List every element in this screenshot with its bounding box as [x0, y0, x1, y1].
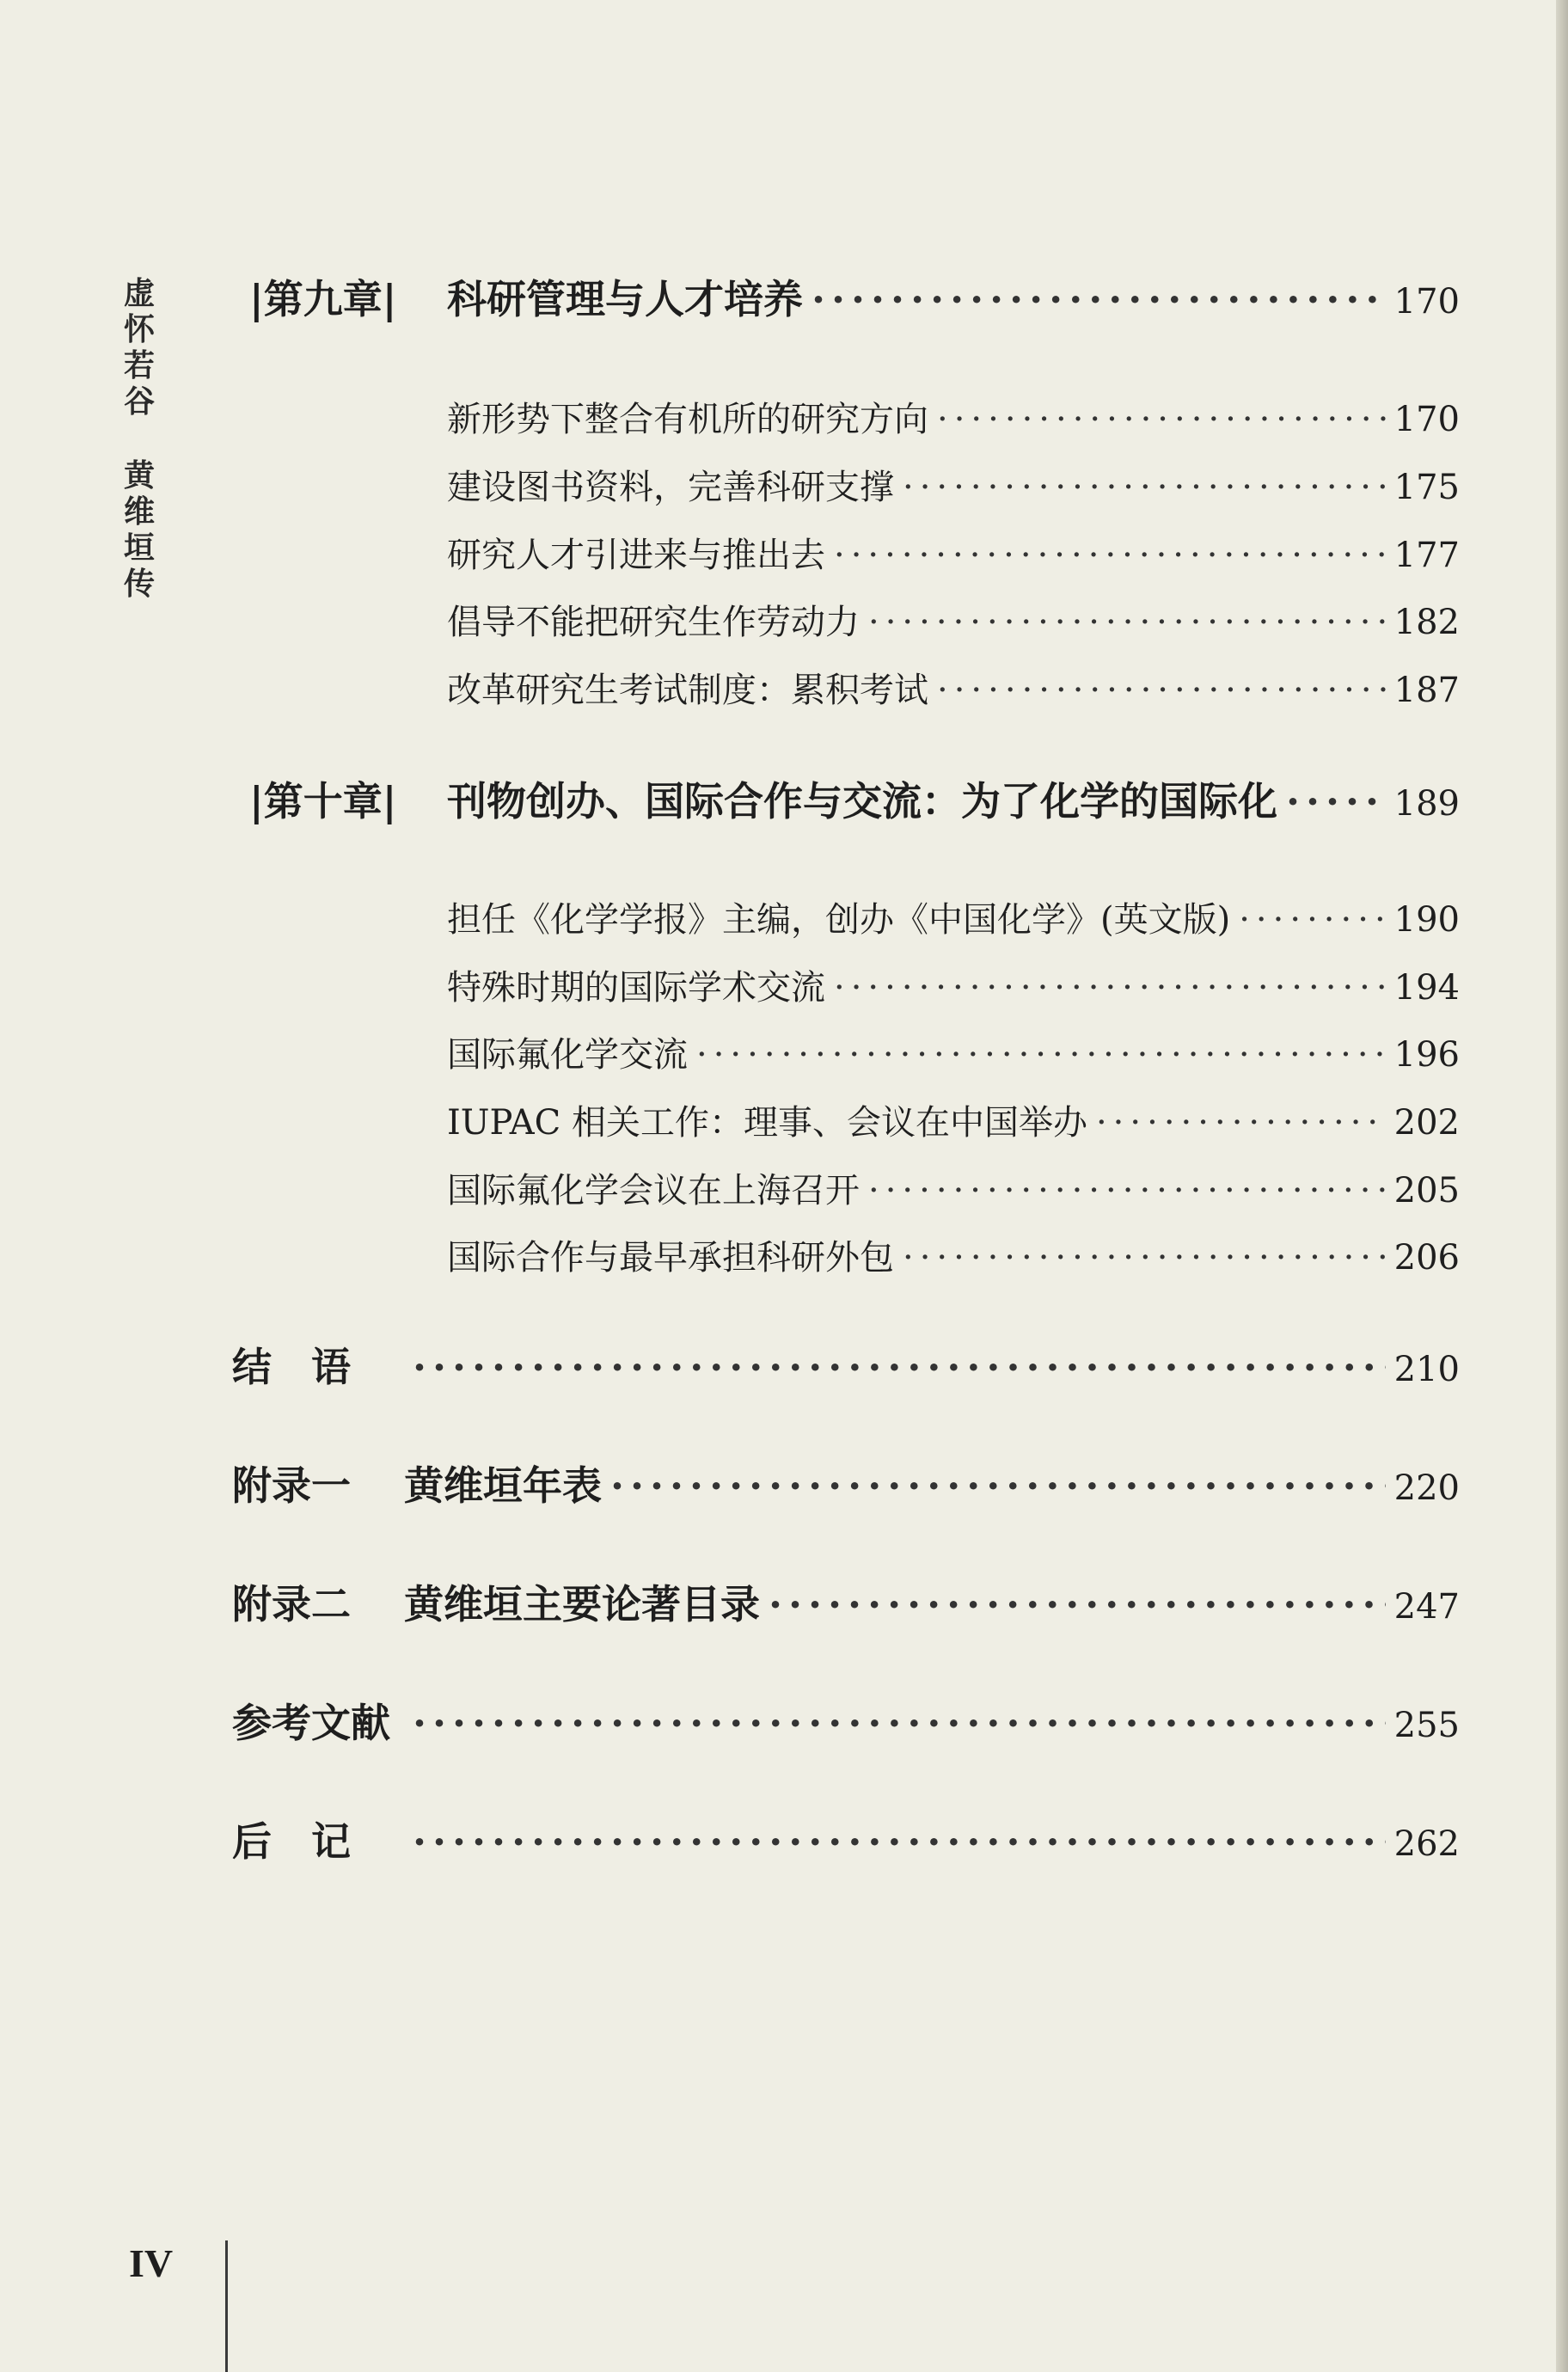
toc-section	[447, 1163, 1460, 1212]
leader-dots	[834, 536, 1386, 575]
leader-dots	[1286, 778, 1386, 824]
leader-dots	[903, 468, 1386, 507]
page-ref: 194	[1393, 968, 1460, 1008]
page-ref: 182	[1393, 603, 1460, 642]
leader-dots	[903, 1238, 1386, 1278]
leader-dots	[937, 671, 1386, 710]
side-title-char: 黄	[123, 457, 155, 493]
leader-dots	[413, 1344, 1386, 1390]
toc-section	[447, 663, 1460, 712]
page-ref: 262	[1393, 1824, 1460, 1864]
page-ref: 187	[1393, 671, 1460, 710]
backmatter-label: 附录一	[232, 1462, 351, 1509]
side-title-char: 若	[123, 347, 155, 383]
leader-dots	[1096, 1103, 1386, 1143]
toc-section	[447, 460, 1460, 509]
toc-appendix-1	[232, 1455, 1460, 1511]
backmatter-label: 附录二	[232, 1581, 351, 1627]
leader-dots	[812, 276, 1386, 322]
page-ref: 206	[1393, 1238, 1460, 1278]
toc-section	[447, 892, 1460, 941]
page-ref: 175	[1393, 468, 1460, 507]
leader-dots	[937, 400, 1386, 439]
backmatter-label: 参考文献	[232, 1700, 390, 1746]
toc-chapter-9	[249, 268, 1460, 325]
page-ref: 247	[1393, 1587, 1460, 1627]
side-title-char: 虚	[123, 275, 155, 311]
page-number: IV	[129, 2241, 174, 2285]
side-title-char: 谷	[123, 383, 155, 420]
side-title-char: 维	[123, 493, 155, 530]
side-title-char: 传	[123, 566, 155, 602]
leader-dots	[696, 1035, 1386, 1075]
section-title: 改革研究生考试制度：累积考试	[447, 671, 928, 710]
toc-afterword	[232, 1811, 1460, 1867]
chapter-title: 科研管理与人才培养	[447, 276, 803, 322]
toc-appendix-2	[232, 1573, 1460, 1630]
page-ref: 190	[1393, 900, 1460, 940]
toc-section	[447, 392, 1460, 441]
page-ref: 202	[1393, 1103, 1460, 1143]
page-ref: 177	[1393, 536, 1460, 575]
backmatter-label: 结 语	[232, 1344, 351, 1390]
leader-dots	[413, 1700, 1386, 1746]
page-ref: 170	[1393, 400, 1460, 439]
toc-section	[447, 1095, 1460, 1144]
toc-section	[447, 1027, 1460, 1076]
section-title: 研究人才引进来与推出去	[447, 536, 825, 575]
leader-dots	[610, 1462, 1386, 1509]
toc-section	[447, 960, 1460, 1009]
page-edge-shadow	[1556, 0, 1568, 2372]
leader-dots	[868, 1171, 1386, 1211]
toc-section	[447, 1230, 1460, 1279]
margin-rule	[225, 2240, 228, 2372]
side-title-char: 怀	[123, 311, 155, 347]
leader-dots	[413, 1818, 1386, 1865]
section-title: 国际合作与最早承担科研外包	[447, 1238, 894, 1278]
backmatter-label: 后 记	[232, 1818, 351, 1865]
chapter-label: |第十章|	[249, 778, 397, 824]
page-ref: 189	[1393, 784, 1460, 824]
page-ref: 210	[1393, 1350, 1460, 1389]
section-title: 特殊时期的国际学术交流	[447, 968, 825, 1008]
section-title: 建设图书资料，完善科研支撑	[447, 468, 894, 507]
toc-chapter-10	[249, 770, 1460, 827]
side-title-char: 垣	[123, 530, 155, 566]
backmatter-title: 黄维垣年表	[404, 1462, 602, 1509]
section-title: 担任《化学学报》主编，创办《中国化学》(英文版)	[447, 900, 1231, 940]
section-title: 国际氟化学会议在上海召开	[447, 1171, 860, 1211]
toc-references	[232, 1692, 1460, 1749]
toc-section	[447, 528, 1460, 577]
section-title: 国际氟化学交流	[447, 1035, 688, 1075]
page-ref: 255	[1393, 1706, 1460, 1745]
section-title: 新形势下整合有机所的研究方向	[447, 400, 928, 439]
section-title: 倡导不能把研究生作劳动力	[447, 603, 860, 642]
section-title: IUPAC 相关工作：理事、会议在中国举办	[447, 1103, 1087, 1143]
page-ref: 170	[1393, 282, 1460, 322]
chapter-label: |第九章|	[249, 276, 397, 322]
page-ref: 196	[1393, 1035, 1460, 1075]
toc-section	[447, 595, 1460, 644]
toc-conclusion	[232, 1336, 1460, 1393]
page-ref: 220	[1393, 1468, 1460, 1508]
chapter-title: 刊物创办、国际合作与交流：为了化学的国际化	[447, 778, 1277, 824]
leader-dots	[834, 968, 1386, 1008]
page-ref: 205	[1393, 1171, 1460, 1211]
leader-dots	[868, 603, 1386, 642]
leader-dots	[769, 1581, 1386, 1627]
backmatter-title: 黄维垣主要论著目录	[404, 1581, 760, 1627]
leader-dots	[1239, 900, 1385, 940]
